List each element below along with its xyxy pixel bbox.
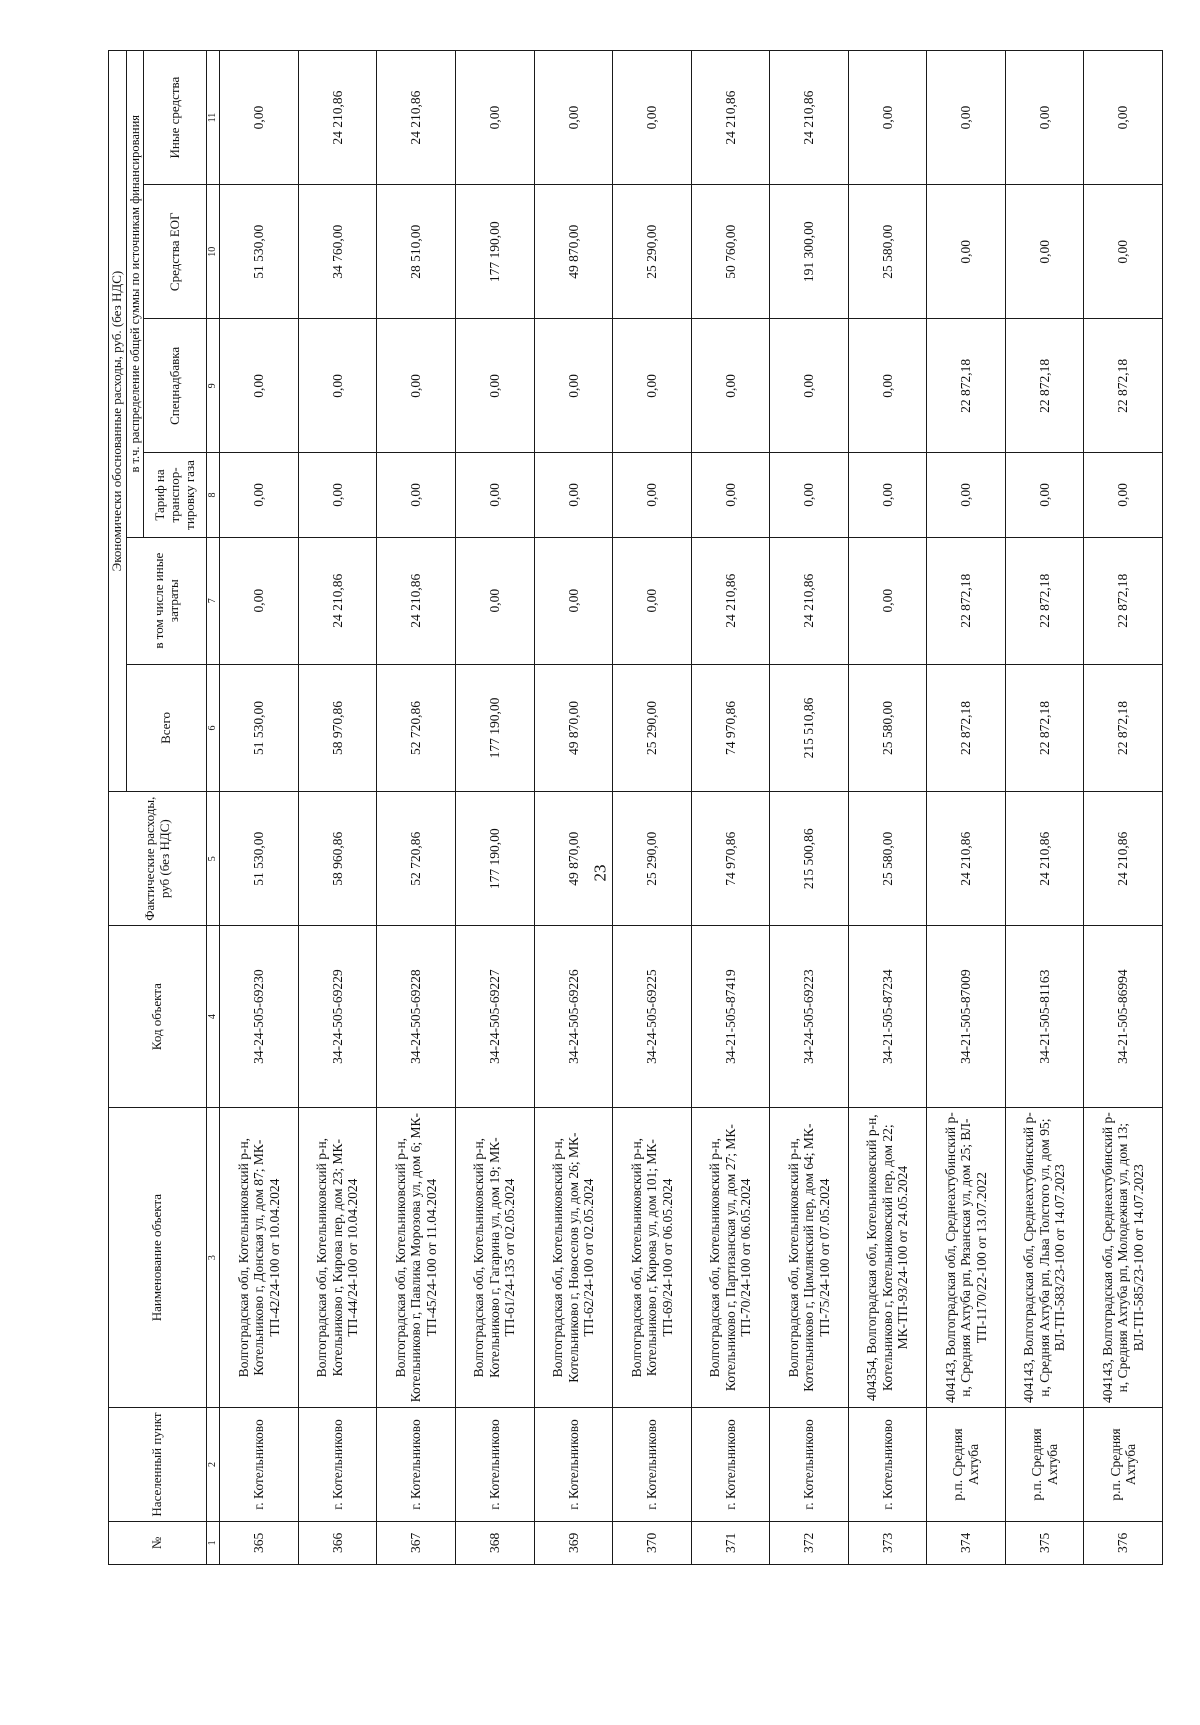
header-special-surcharge: Спецнадбавка bbox=[144, 319, 207, 453]
total-cell: 22 872,18 bbox=[927, 664, 1006, 791]
actual-costs-cell: 24 210,86 bbox=[1084, 792, 1163, 926]
object-code-cell: 34-24-505-69228 bbox=[377, 926, 456, 1108]
header-eog-funds: Средства ЕОГ bbox=[144, 185, 207, 319]
total-cell: 25 580,00 bbox=[848, 664, 927, 791]
row-number: 375 bbox=[1005, 1521, 1084, 1564]
total-cell: 177 190,00 bbox=[455, 664, 534, 791]
actual-costs-cell: 25 290,00 bbox=[613, 792, 692, 926]
eog-funds-cell: 0,00 bbox=[927, 185, 1006, 319]
header-total: Всего bbox=[126, 664, 206, 791]
other-funds-cell: 0,00 bbox=[848, 51, 927, 185]
object-name-cell: Волгоградская обл, Котельниковский р-н, Котельниково г, Павлика Морозова ул, дом 6; МК-ТП-45/24-100 от 11.04.2024 bbox=[377, 1108, 456, 1408]
object-code-cell: 34-21-505-87234 bbox=[848, 926, 927, 1108]
object-code-cell: 34-21-505-87419 bbox=[691, 926, 770, 1108]
actual-costs-cell: 52 720,86 bbox=[377, 792, 456, 926]
settlement-cell: г. Котельниково bbox=[298, 1408, 377, 1522]
settlement-cell: г. Котельниково bbox=[220, 1408, 299, 1522]
table-row bbox=[220, 51, 299, 1565]
total-cell: 22 872,18 bbox=[1084, 664, 1163, 791]
other-costs-cell: 0,00 bbox=[613, 537, 692, 664]
header-object-name: Наименование объекта bbox=[109, 1108, 207, 1408]
header-object-code: Код объекта bbox=[109, 926, 207, 1108]
column-number: 3 bbox=[207, 1108, 220, 1408]
object-name-cell: 404143, Волгоградская обл, Среднеахтубинский р-н, Средняя Ахтуба рп, Рязанская ул, дом 25; ВЛ-ТП-1170/22-100 от 13.07.2022 bbox=[927, 1108, 1006, 1408]
eog-funds-cell: 51 530,00 bbox=[220, 185, 299, 319]
eog-funds-cell: 49 870,00 bbox=[534, 185, 613, 319]
tariff-cell: 0,00 bbox=[770, 453, 849, 537]
object-code-cell: 34-24-505-69226 bbox=[534, 926, 613, 1108]
column-number: 6 bbox=[207, 664, 220, 791]
eog-funds-cell: 28 510,00 bbox=[377, 185, 456, 319]
row-number: 372 bbox=[770, 1521, 849, 1564]
object-name-cell: Волгоградская обл, Котельниковский р-н, Котельниково г, Партизанская ул, дом 27; МК-ТП-70/24-100 от 06.05.2024 bbox=[691, 1108, 770, 1408]
other-funds-cell: 0,00 bbox=[613, 51, 692, 185]
table-row bbox=[1005, 51, 1084, 1565]
actual-costs-cell: 177 190,00 bbox=[455, 792, 534, 926]
actual-costs-cell: 24 210,86 bbox=[1005, 792, 1084, 926]
column-number: 11 bbox=[207, 51, 220, 185]
settlement-cell: г. Котельниково bbox=[613, 1408, 692, 1522]
column-number: 1 bbox=[207, 1521, 220, 1564]
actual-costs-cell: 58 960,86 bbox=[298, 792, 377, 926]
settlement-cell: г. Котельниково bbox=[455, 1408, 534, 1522]
other-costs-cell: 24 210,86 bbox=[377, 537, 456, 664]
special-surcharge-cell: 0,00 bbox=[377, 319, 456, 453]
other-funds-cell: 24 210,86 bbox=[770, 51, 849, 185]
page-number: 23 bbox=[590, 864, 609, 882]
total-cell: 22 872,18 bbox=[1005, 664, 1084, 791]
other-costs-cell: 0,00 bbox=[534, 537, 613, 664]
tariff-cell: 0,00 bbox=[298, 453, 377, 537]
row-number: 369 bbox=[534, 1521, 613, 1564]
settlement-cell: г. Котельниково bbox=[691, 1408, 770, 1522]
tariff-cell: 0,00 bbox=[927, 453, 1006, 537]
object-name-cell: Волгоградская обл, Котельниковский р-н, Котельниково г, Гагарина ул, дом 19; МК-ТП-61/24-135 от 02.05.2024 bbox=[455, 1108, 534, 1408]
special-surcharge-cell: 0,00 bbox=[691, 319, 770, 453]
header-actual-costs: Фактические расходы, руб (без НДС) bbox=[109, 792, 207, 926]
row-number: 376 bbox=[1084, 1521, 1163, 1564]
total-cell: 74 970,86 bbox=[691, 664, 770, 791]
column-number: 4 bbox=[207, 926, 220, 1108]
other-funds-cell: 0,00 bbox=[1005, 51, 1084, 185]
special-surcharge-cell: 22 872,18 bbox=[1005, 319, 1084, 453]
header-other-funds: Иные средства bbox=[144, 51, 207, 185]
settlement-cell: г. Котельниково bbox=[377, 1408, 456, 1522]
object-name-cell: Волгоградская обл, Котельниковский р-н, Котельниково г, Новоселов ул, дом 26; МК-ТП-62/24-100 от 02.05.2024 bbox=[534, 1108, 613, 1408]
table-row bbox=[455, 51, 534, 1565]
special-surcharge-cell: 0,00 bbox=[848, 319, 927, 453]
tariff-cell: 0,00 bbox=[220, 453, 299, 537]
settlement-cell: р.п. Средняя Ахтуба bbox=[927, 1408, 1006, 1522]
object-name-cell: 404143, Волгоградская обл, Среднеахтубинский р-н, Средняя Ахтуба рп, Льва Толстого ул, дом 95; ВЛ-ТП-583/23-100 от 14.07.2023 bbox=[1005, 1108, 1084, 1408]
object-code-cell: 34-21-505-81163 bbox=[1005, 926, 1084, 1108]
object-code-cell: 34-24-505-69223 bbox=[770, 926, 849, 1108]
row-number: 368 bbox=[455, 1521, 534, 1564]
object-name-cell: 404354, Волгоградская обл, Котельниковский р-н, Котельниково г, Котельниковский пер, дом 22; МК-ТП-93/24-100 от 24.05.2024 bbox=[848, 1108, 927, 1408]
other-costs-cell: 22 872,18 bbox=[1084, 537, 1163, 664]
header-other-costs: в том числе иные затраты bbox=[126, 537, 206, 664]
special-surcharge-cell: 0,00 bbox=[613, 319, 692, 453]
special-surcharge-cell: 0,00 bbox=[220, 319, 299, 453]
other-funds-cell: 0,00 bbox=[1084, 51, 1163, 185]
object-code-cell: 34-21-505-86994 bbox=[1084, 926, 1163, 1108]
tariff-cell: 0,00 bbox=[534, 453, 613, 537]
other-funds-cell: 24 210,86 bbox=[298, 51, 377, 185]
tariff-cell: 0,00 bbox=[377, 453, 456, 537]
tariff-cell: 0,00 bbox=[691, 453, 770, 537]
other-funds-cell: 0,00 bbox=[927, 51, 1006, 185]
object-code-cell: 34-24-505-69230 bbox=[220, 926, 299, 1108]
eog-funds-cell: 25 290,00 bbox=[613, 185, 692, 319]
eog-funds-cell: 25 580,00 bbox=[848, 185, 927, 319]
header-tariff: Тариф на транспор-тировку газа bbox=[144, 453, 207, 537]
object-name-cell: Волгоградская обл, Котельниковский р-н, Котельниково г, Цимлянский пер, дом 64; МК-ТП-75/24-100 от 07.05.2024 bbox=[770, 1108, 849, 1408]
other-funds-cell: 0,00 bbox=[534, 51, 613, 185]
other-costs-cell: 0,00 bbox=[220, 537, 299, 664]
object-code-cell: 34-24-505-69229 bbox=[298, 926, 377, 1108]
tariff-cell: 0,00 bbox=[1005, 453, 1084, 537]
tariff-cell: 0,00 bbox=[1084, 453, 1163, 537]
object-code-cell: 34-24-505-69227 bbox=[455, 926, 534, 1108]
table-row bbox=[534, 51, 613, 1565]
actual-costs-cell: 49 870,00 bbox=[534, 792, 613, 926]
column-number: 7 bbox=[207, 537, 220, 664]
total-cell: 215 510,86 bbox=[770, 664, 849, 791]
other-funds-cell: 0,00 bbox=[455, 51, 534, 185]
object-name-cell: Волгоградская обл, Котельниковский р-н, Котельниково г, Донская ул, дом 87; МК-ТП-42/24-100 от 10.04.2024 bbox=[220, 1108, 299, 1408]
eog-funds-cell: 34 760,00 bbox=[298, 185, 377, 319]
eog-funds-cell: 177 190,00 bbox=[455, 185, 534, 319]
object-name-cell: 404143, Волгоградская обл, Среднеахтубинский р-н, Средняя Ахтуба рп, Молодежная ул, дом 13; ВЛ-ТП-585/23-100 от 14.07.2023 bbox=[1084, 1108, 1163, 1408]
eog-funds-cell: 191 300,00 bbox=[770, 185, 849, 319]
row-number: 371 bbox=[691, 1521, 770, 1564]
table-row bbox=[298, 51, 377, 1565]
column-numbers-row bbox=[207, 51, 220, 1565]
object-name-cell: Волгоградская обл, Котельниковский р-н, Котельниково г, Кирова ул, дом 101; МК-ТП-69/24-100 от 06.05.2024 bbox=[613, 1108, 692, 1408]
object-code-cell: 34-24-505-69225 bbox=[613, 926, 692, 1108]
table-row bbox=[691, 51, 770, 1565]
actual-costs-cell: 51 530,00 bbox=[220, 792, 299, 926]
row-number: 373 bbox=[848, 1521, 927, 1564]
other-funds-cell: 0,00 bbox=[220, 51, 299, 185]
eog-funds-cell: 0,00 bbox=[1084, 185, 1163, 319]
tariff-cell: 0,00 bbox=[848, 453, 927, 537]
actual-costs-cell: 74 970,86 bbox=[691, 792, 770, 926]
settlement-cell: г. Котельниково bbox=[848, 1408, 927, 1522]
other-costs-cell: 24 210,86 bbox=[691, 537, 770, 664]
special-surcharge-cell: 22 872,18 bbox=[927, 319, 1006, 453]
other-costs-cell: 0,00 bbox=[848, 537, 927, 664]
table-row bbox=[613, 51, 692, 1565]
other-funds-cell: 24 210,86 bbox=[691, 51, 770, 185]
header-sources-group: в т.ч. распределение общей суммы по источникам финансирования bbox=[126, 51, 143, 538]
table-row bbox=[377, 51, 456, 1565]
expenses-table bbox=[108, 50, 1163, 1565]
actual-costs-cell: 215 500,86 bbox=[770, 792, 849, 926]
column-number: 9 bbox=[207, 319, 220, 453]
tariff-cell: 0,00 bbox=[613, 453, 692, 537]
special-surcharge-cell: 0,00 bbox=[770, 319, 849, 453]
table-row bbox=[1084, 51, 1163, 1565]
actual-costs-cell: 24 210,86 bbox=[927, 792, 1006, 926]
special-surcharge-cell: 0,00 bbox=[298, 319, 377, 453]
table-row bbox=[927, 51, 1006, 1565]
other-costs-cell: 24 210,86 bbox=[770, 537, 849, 664]
settlement-cell: р.п. Средняя Ахтуба bbox=[1084, 1408, 1163, 1522]
row-number: 366 bbox=[298, 1521, 377, 1564]
header-settlement: Населенный пункт bbox=[109, 1408, 207, 1522]
object-code-cell: 34-21-505-87009 bbox=[927, 926, 1006, 1108]
total-cell: 52 720,86 bbox=[377, 664, 456, 791]
other-costs-cell: 22 872,18 bbox=[927, 537, 1006, 664]
table-row bbox=[770, 51, 849, 1565]
settlement-cell: г. Котельниково bbox=[534, 1408, 613, 1522]
eog-funds-cell: 50 760,00 bbox=[691, 185, 770, 319]
other-costs-cell: 22 872,18 bbox=[1005, 537, 1084, 664]
column-number: 10 bbox=[207, 185, 220, 319]
header-no: № bbox=[109, 1521, 207, 1564]
row-number: 365 bbox=[220, 1521, 299, 1564]
other-funds-cell: 24 210,86 bbox=[377, 51, 456, 185]
row-number: 367 bbox=[377, 1521, 456, 1564]
tariff-cell: 0,00 bbox=[455, 453, 534, 537]
special-surcharge-cell: 0,00 bbox=[455, 319, 534, 453]
row-number: 374 bbox=[927, 1521, 1006, 1564]
actual-costs-cell: 25 580,00 bbox=[848, 792, 927, 926]
column-number: 5 bbox=[207, 792, 220, 926]
settlement-cell: г. Котельниково bbox=[770, 1408, 849, 1522]
total-cell: 58 970,86 bbox=[298, 664, 377, 791]
special-surcharge-cell: 0,00 bbox=[534, 319, 613, 453]
special-surcharge-cell: 22 872,18 bbox=[1084, 319, 1163, 453]
table-row bbox=[848, 51, 927, 1565]
total-cell: 51 530,00 bbox=[220, 664, 299, 791]
row-number: 370 bbox=[613, 1521, 692, 1564]
column-number: 2 bbox=[207, 1408, 220, 1522]
settlement-cell: р.п. Средняя Ахтуба bbox=[1005, 1408, 1084, 1522]
total-cell: 25 290,00 bbox=[613, 664, 692, 791]
column-number: 8 bbox=[207, 453, 220, 537]
other-costs-cell: 0,00 bbox=[455, 537, 534, 664]
header-economic-group: Экономически обоснованные расходы, руб. (без НДС) bbox=[109, 51, 127, 792]
rotated-table-container bbox=[108, 50, 1163, 1565]
object-name-cell: Волгоградская обл, Котельниковский р-н, Котельниково г, Кирова пер, дом 23; МК-ТП-44/24-100 от 10.04.2024 bbox=[298, 1108, 377, 1408]
other-costs-cell: 24 210,86 bbox=[298, 537, 377, 664]
total-cell: 49 870,00 bbox=[534, 664, 613, 791]
eog-funds-cell: 0,00 bbox=[1005, 185, 1084, 319]
